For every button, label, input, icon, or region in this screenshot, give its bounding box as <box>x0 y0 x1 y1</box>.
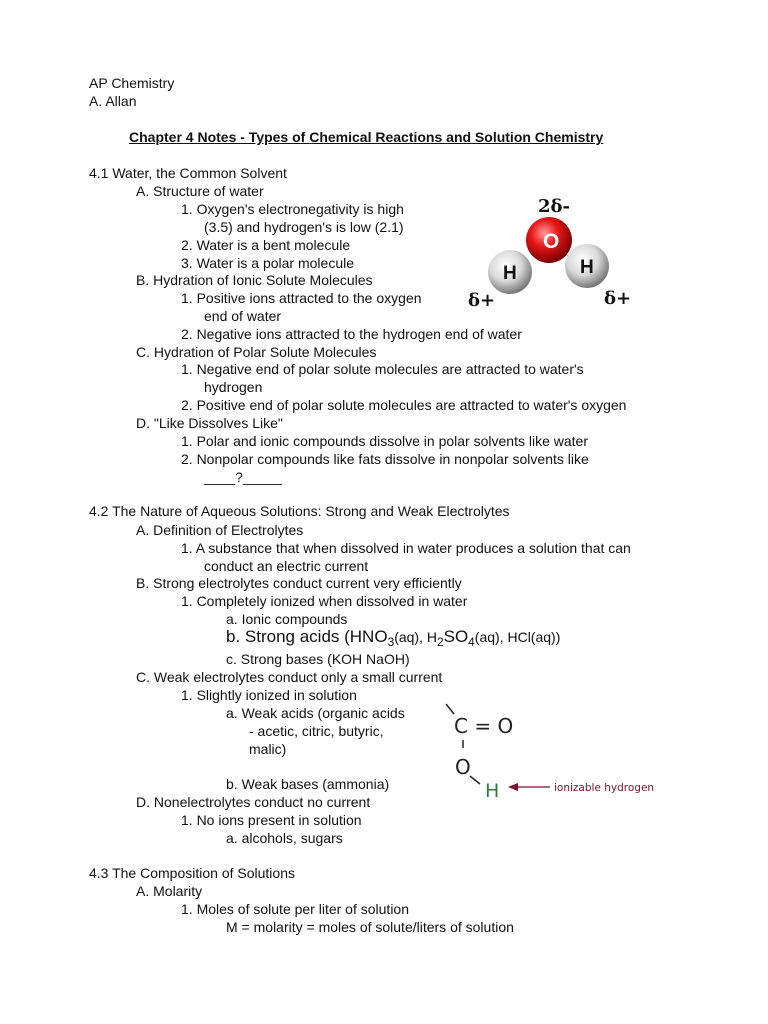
partial-charge-right-hydrogen: δ+ <box>604 288 632 309</box>
bond-line <box>446 704 454 714</box>
molarity-formula: M = molarity = moles of solute/liters of solution <box>226 919 514 935</box>
section-heading-4-3: 4.3 The Composition of Solutions <box>89 865 295 881</box>
outline-item: b. Weak bases (ammonia) <box>226 776 390 792</box>
outline-item: 1. A substance that when dissolved in water produces a solution that can <box>181 540 631 556</box>
outline-item: A. Molarity <box>136 883 203 899</box>
carbonyl-group: C = O <box>454 714 514 738</box>
strong-acids-text: SO <box>443 627 469 646</box>
hydroxyl-oxygen: O <box>455 755 471 779</box>
outline-item: 1. Slightly ionized in solution <box>181 687 357 703</box>
oxygen-symbol: O <box>543 230 560 253</box>
outline-item: 1. Polar and ionic compounds dissolve in polar solvents like water <box>181 433 588 449</box>
outline-item: 1. Moles of solute per liter of solution <box>181 901 410 917</box>
outline-item: hydrogen <box>204 379 263 395</box>
bond-line <box>470 776 480 784</box>
partial-charge-left-hydrogen: δ+ <box>468 290 496 311</box>
partial-charge-oxygen: 2δ- <box>538 196 571 217</box>
outline-item: 2. Nonpolar compounds like fats dissolve in nonpolar solvents like <box>181 451 589 467</box>
outline-item: 2. Negative ions attracted to the hydrogen end of water <box>181 326 522 342</box>
outline-item: (3.5) and hydrogen's is low (2.1) <box>204 219 404 235</box>
outline-item: 2. Water is a bent molecule <box>181 237 351 253</box>
outline-item: a. Weak acids (organic acids <box>226 705 405 721</box>
outline-item: conduct an electric current <box>204 558 369 574</box>
outline-item: 1. Oxygen's electronegativity is high <box>181 201 404 217</box>
outline-item: 1. Completely ionized when dissolved in water <box>181 593 468 609</box>
water-molecule-diagram <box>462 190 642 320</box>
outline-item: A. Structure of water <box>136 183 264 199</box>
strong-acids-text: b. Strong acids (HNO <box>226 627 388 646</box>
hydrogen-symbol-left: H <box>503 263 517 284</box>
outline-item: C. Weak electrolytes conduct only a small current <box>136 669 443 685</box>
hydrogen-symbol-right: H <box>580 257 594 278</box>
subscript: 4 <box>468 635 475 650</box>
outline-item: B. Hydration of Ionic Solute Molecules <box>136 272 373 288</box>
section-heading-4-2: 4.2 The Nature of Aqueous Solutions: Strong and Weak Electrolytes <box>89 503 510 519</box>
course-name: AP Chemistry <box>89 75 175 91</box>
outline-item: D. "Like Dissolves Like" <box>136 415 283 431</box>
outline-item: - acetic, citric, butyric, <box>249 723 384 739</box>
arrow-icon <box>508 783 518 791</box>
outline-item: A. Definition of Electrolytes <box>136 522 304 538</box>
outline-item: D. Nonelectrolytes conduct no current <box>136 794 371 810</box>
outline-item: 3. Water is a polar molecule <box>181 255 354 271</box>
outline-item: c. Strong bases (KOH NaOH) <box>226 651 410 667</box>
outline-item: 2. Positive end of polar solute molecules are attracted to water's oxygen <box>181 397 627 413</box>
ionizable-hydrogen-symbol: H <box>485 780 500 802</box>
outline-item: 1. Positive ions attracted to the oxygen <box>181 290 422 306</box>
teacher-name: A. Allan <box>89 93 137 109</box>
strong-acids-text: (aq), H <box>394 629 437 645</box>
section-heading-4-1: 4.1 Water, the Common Solvent <box>89 165 287 181</box>
outline-item: C. Hydration of Polar Solute Molecules <box>136 344 377 360</box>
outline-item: a. alcohols, sugars <box>226 830 343 846</box>
subscript: 3 <box>387 635 395 650</box>
strong-acids-text: (aq), HCl(aq)) <box>474 629 561 645</box>
outline-item: ____?_____ <box>204 469 282 485</box>
outline-item: 1. Negative end of polar solute molecules are attracted to water's <box>181 361 584 377</box>
carboxylic-acid-diagram <box>440 700 680 810</box>
ionizable-hydrogen-label: ionizable hydrogen <box>554 782 655 794</box>
outline-item: B. Strong electrolytes conduct current very efficiently <box>136 575 462 591</box>
outline-item-strong-acids <box>226 627 561 650</box>
subscript: 2 <box>436 635 444 650</box>
page-title: Chapter 4 Notes - Types of Chemical Reactions and Solution Chemistry <box>129 129 604 145</box>
outline-item: 1. No ions present in solution <box>181 812 362 828</box>
outline-item: end of water <box>204 308 282 324</box>
outline-item: malic) <box>249 741 287 757</box>
outline-item: a. Ionic compounds <box>226 611 348 627</box>
